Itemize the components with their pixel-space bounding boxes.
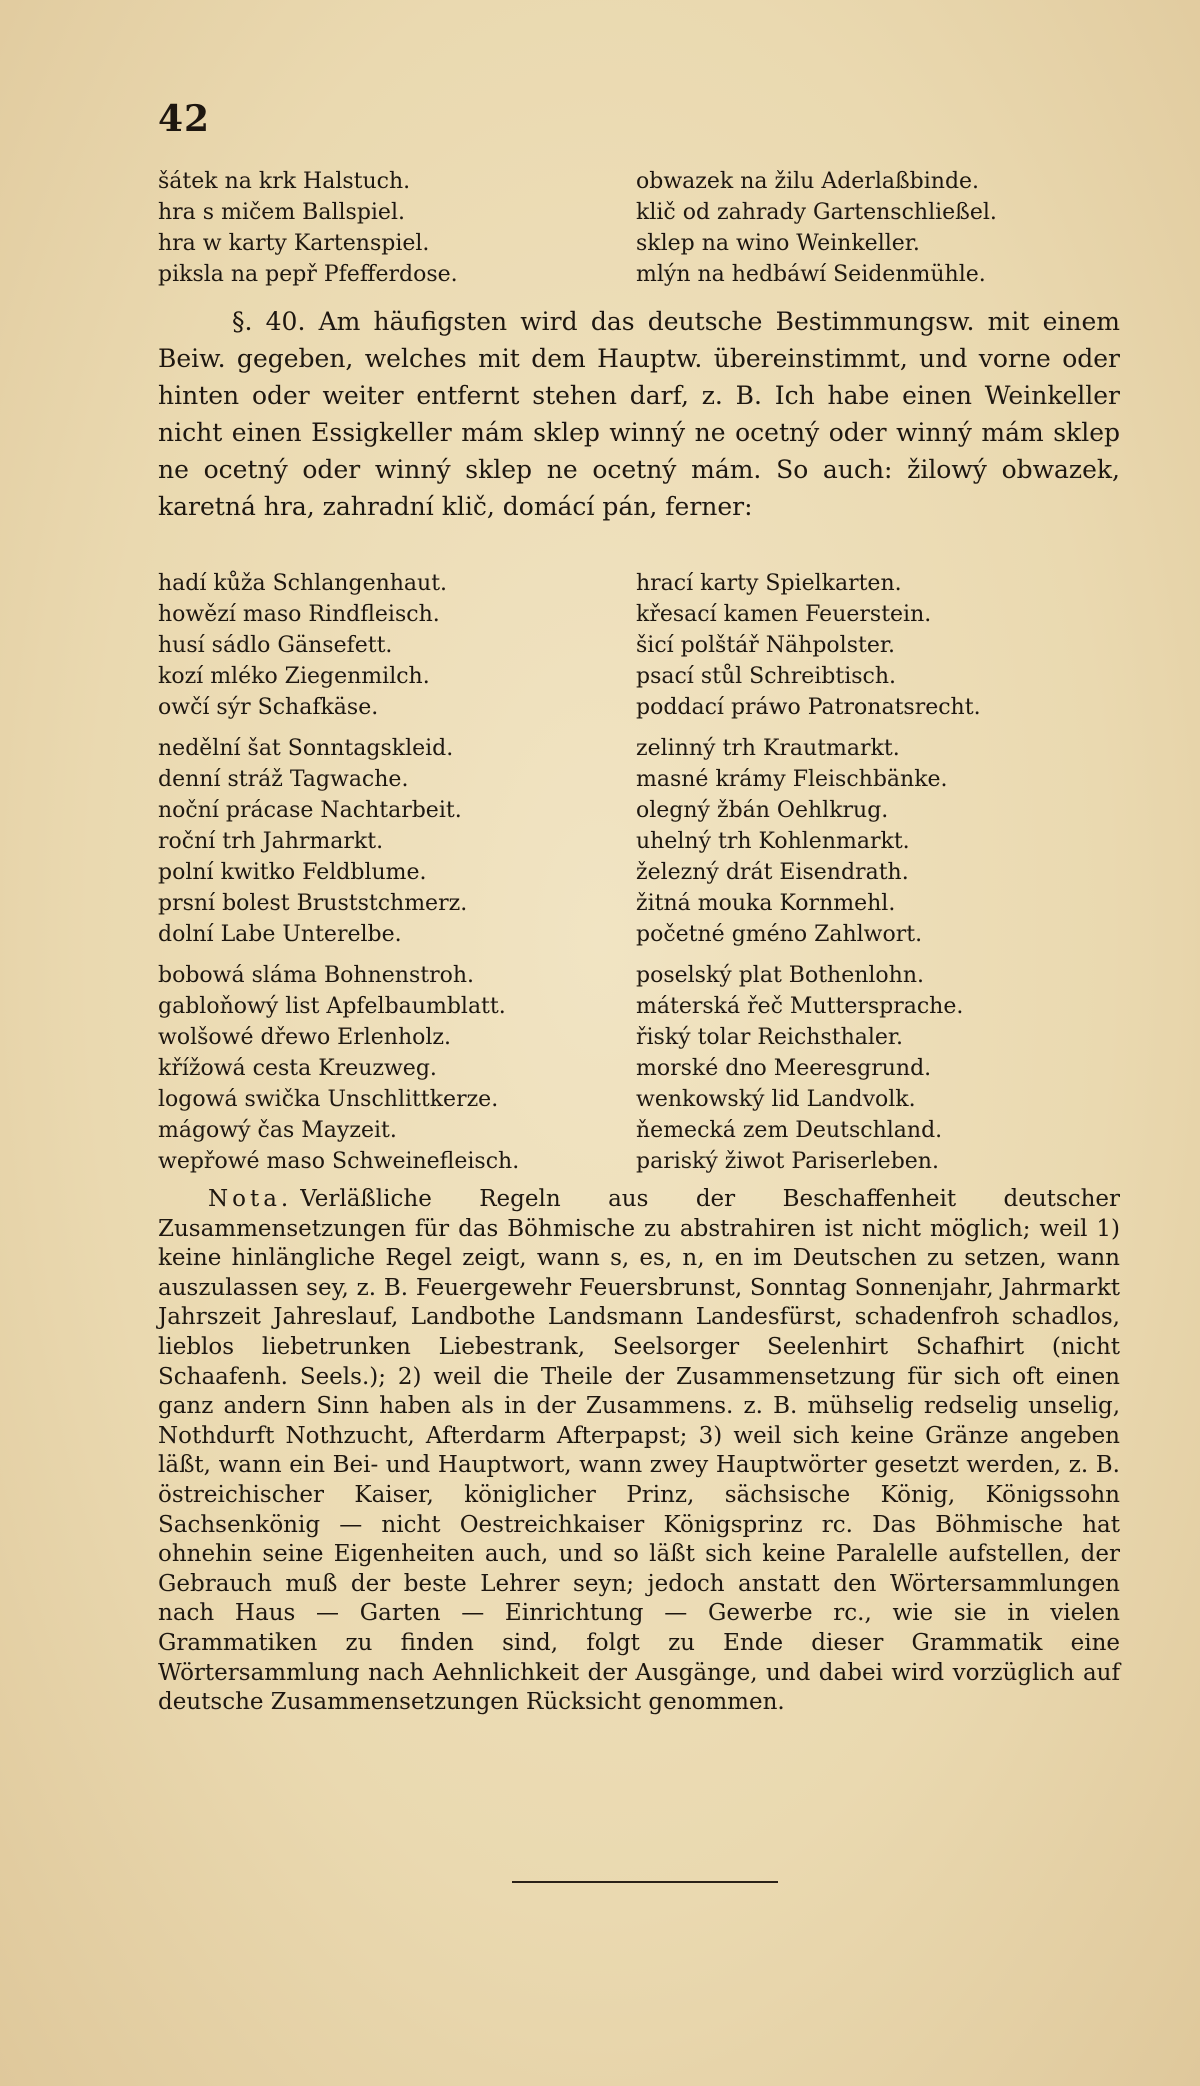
- vocab-entry: žitná mouka Kornmehl.: [636, 891, 896, 916]
- vocab-entry: hra s mičem Ballspiel.: [158, 200, 405, 225]
- vocab-entry: masné krámy Fleischbänke.: [636, 767, 948, 792]
- vocab-entry: pariský žiwot Pariserleben.: [636, 1149, 939, 1174]
- vocab-entry: bobowá sláma Bohnenstroh.: [158, 963, 475, 988]
- vocab-entry: šicí polštář Nähpolster.: [636, 633, 895, 658]
- section-40-text: §. 40. Am häufigsten wird das deutsche Bestimmungsw. mit einem Beiw. gegeben, welches mit dem Hauptw. übereinstimmt, und vorne oder hinten oder weiter entfernt stehen darf, z. B. Ich habe einen Weinkeller nicht einen Essigkeller mám sklep winný ne ocetný oder winný mám sklep ne ocetný oder winný sklep ne ocetný mám. So auch: žilowý obwazek, karetná hra, zahradní klič, domácí pán, ferner:: [158, 307, 1120, 521]
- compound-vocab-left-column: [158, 568, 628, 1177]
- vocab-entry: křížowá cesta Kreuzweg.: [158, 1056, 437, 1081]
- vocab-entry: šátek na krk Halstuch.: [158, 169, 411, 194]
- top-vocab-right-column: [636, 166, 1116, 290]
- vocab-entry: poselský plat Bothenlohn.: [636, 963, 925, 988]
- vocab-entry: logowá swička Unschlittkerze.: [158, 1087, 499, 1112]
- vocab-entry: hra w karty Kartenspiel.: [158, 231, 430, 256]
- nota-label: Nota.: [208, 1186, 293, 1212]
- vocab-entry: početné gméno Zahlwort.: [636, 922, 923, 947]
- vocab-entry: polní kwitko Feldblume.: [158, 860, 427, 885]
- vocab-entry: husí sádlo Gänsefett.: [158, 633, 393, 658]
- vocab-entry: morské dno Meeresgrund.: [636, 1056, 932, 1081]
- nota-text: Verläßliche Regeln aus der Beschaffenheit deutscher Zusammensetzungen für das Böhmische zu abstrahiren ist nicht möglich; weil 1) keine hinlängliche Regel zeigt, wann s, es, n, en im Deutschen zu setzen, wann auszulassen sey, z. B. Feuergewehr Feuersbrunst, Sonntag Sonnenjahr, Jahrmarkt Jahrszeit Jahreslauf, Landbothe Landsmann Landesfürst, schadenfroh schadlos, lieblos liebetrunken Liebestrank, Seelsorger Seelenhirt Schafhirt (nicht Schaafenh. Seels.); 2) weil die Theile der Zusammensetzung für sich oft einen ganz andern Sinn haben als in der Zusammens. z. B. mühselig redselig unselig, Nothdurft Nothzucht, Afterdarm Afterpapst; 3) weil sich keine Gränze angeben läßt, wann ein Bei- und Hauptwort, wann zwey Hauptwörter gesetzt werden, z. B. östreichischer Kaiser, königlicher Prinz, sächsische König, Königssohn Sachsenkönig — nicht Oestreichkaiser Königsprinz rc. Das Böhmische hat ohnehin seine Eigenheiten auch, und so läßt sich keine Paralelle aufstellen, der Gebrauch muß der beste Lehrer seyn; jedoch anstatt den Wörtersammlungen nach Haus — Garten — Einrichtung — Gewerbe rc., wie sie in vielen Grammatiken zu finden sind, folgt zu Ende dieser Grammatik eine Wörtersammlung nach Aehnlichkeit der Ausgänge, und dabei wird vorzüglich auf deutsche Zusammensetzungen Rücksicht genommen.: [158, 1186, 1120, 1716]
- vocab-entry: mágowý čas Mayzeit.: [158, 1118, 397, 1143]
- vocab-entry: prsní bolest Bruststchmerz.: [158, 891, 468, 916]
- vocab-entry: nedělní šat Sonntagskleid.: [158, 736, 454, 761]
- vocab-entry: mlýn na hedbáwí Seidenmühle.: [636, 262, 986, 287]
- vocab-entry: obwazek na žilu Aderlaßbinde.: [636, 169, 980, 194]
- vocab-entry: psací stůl Schreibtisch.: [636, 664, 897, 689]
- compound-vocab-right-column: [636, 568, 1116, 1177]
- vocab-entry: dolní Labe Unterelbe.: [158, 922, 402, 947]
- vocab-entry: uhelný trh Kohlenmarkt.: [636, 829, 910, 854]
- vocab-entry: wolšowé dřewo Erlenholz.: [158, 1025, 452, 1050]
- vocab-entry: klič od zahrady Gartenschließel.: [636, 200, 997, 225]
- vocab-entry: noční prácase Nachtarbeit.: [158, 798, 462, 823]
- vocab-entry: denní stráž Tagwache.: [158, 767, 409, 792]
- vocab-entry: poddací práwo Patronatsrecht.: [636, 695, 981, 720]
- vocab-entry: kozí mléko Ziegenmilch.: [158, 664, 430, 689]
- vocab-entry: piksla na pepř Pfefferdose.: [158, 262, 458, 287]
- nota-paragraph: [158, 1185, 1120, 1718]
- vocab-entry: křesací kamen Feuerstein.: [636, 602, 932, 627]
- vocab-entry: owčí sýr Schafkäse.: [158, 695, 379, 720]
- vocab-entry: zelinný trh Krautmarkt.: [636, 736, 900, 761]
- vocab-entry: hadí kůža Schlangenhaut.: [158, 571, 448, 596]
- top-vocab-list: [158, 166, 1116, 290]
- vocab-entry: howězí maso Rindfleisch.: [158, 602, 440, 627]
- vocab-entry: sklep na wino Weinkeller.: [636, 231, 920, 256]
- footer-rule: [512, 1881, 778, 1883]
- vocab-entry: ňemecká zem Deutschland.: [636, 1118, 943, 1143]
- vocab-entry: roční trh Jahrmarkt.: [158, 829, 384, 854]
- section-40-paragraph: [158, 303, 1120, 525]
- page-number: 42: [158, 98, 211, 140]
- compound-vocab-list: [158, 568, 1116, 1178]
- top-vocab-left-column: [158, 166, 628, 290]
- vocab-entry: olegný žbán Oehlkrug.: [636, 798, 889, 823]
- vocab-entry: wepřowé maso Schweinefleisch.: [158, 1149, 520, 1174]
- vocab-entry: máterská řeč Muttersprache.: [636, 994, 964, 1019]
- vocab-entry: hrací karty Spielkarten.: [636, 571, 902, 596]
- vocab-entry: železný drát Eisendrath.: [636, 860, 909, 885]
- vocab-entry: řiský tolar Reichsthaler.: [636, 1025, 904, 1050]
- vocab-entry: wenkowský lid Landvolk.: [636, 1087, 916, 1112]
- vocab-entry: gabloňowý list Apfelbaumblatt.: [158, 994, 506, 1019]
